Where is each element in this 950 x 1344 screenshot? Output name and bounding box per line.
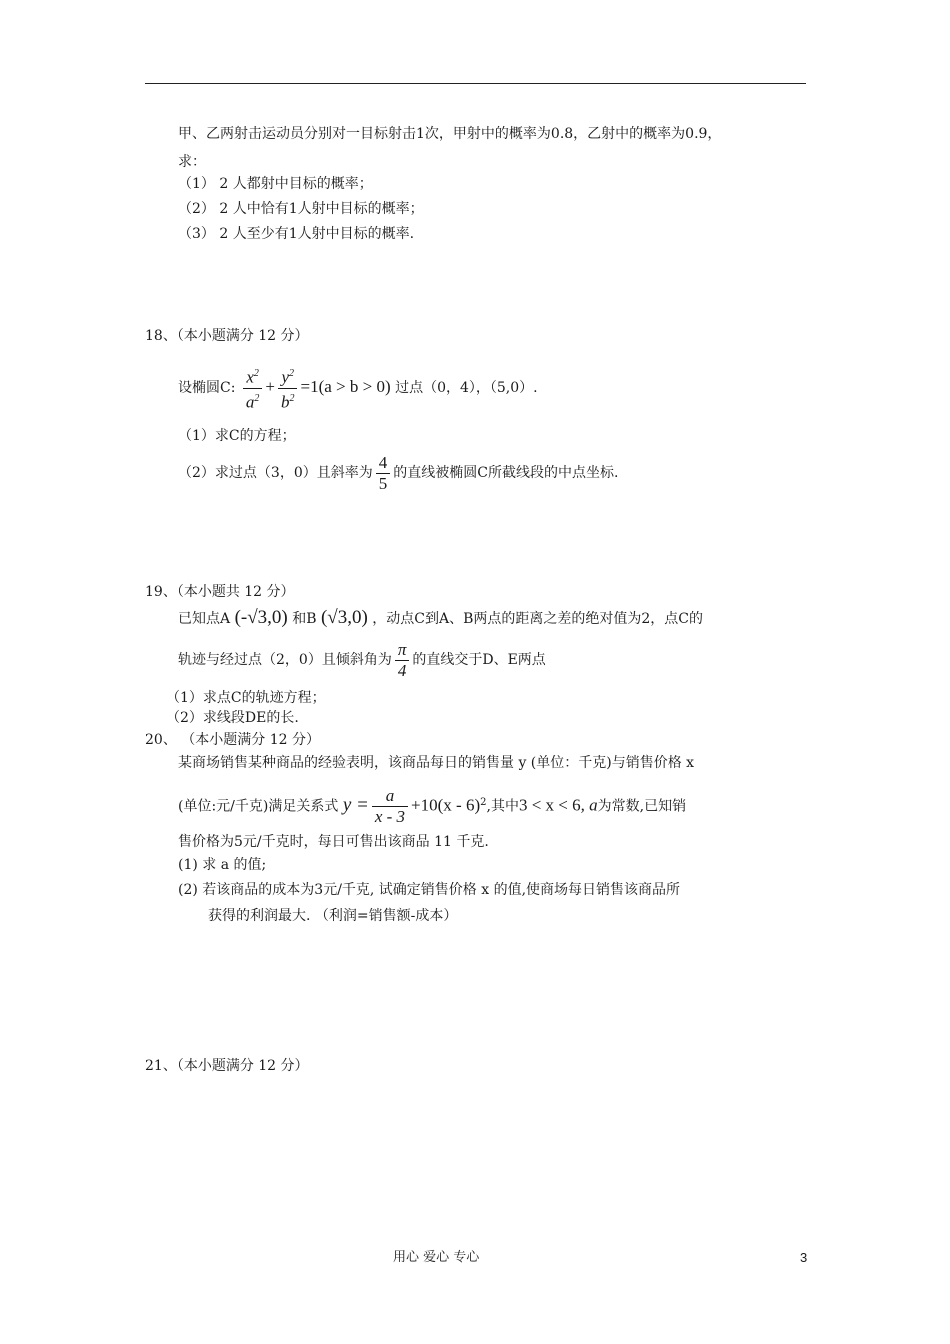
- q20-item1: (1) 求 a 的值;: [178, 857, 267, 873]
- q19-header: 19、（本小题共 12 分）: [145, 584, 295, 600]
- q18-item2-prefix: （2）求过点（3，0）且斜率为: [178, 465, 373, 481]
- q18-item1: （1）求C的方程；: [178, 428, 296, 444]
- q18-intro-prefix: 设椭圆C:: [178, 380, 236, 397]
- q17-line2: 求：: [178, 154, 206, 170]
- q19-line1-c: ，动点C到A、B两点的距离之差的绝对值为2，点C的: [372, 611, 703, 627]
- q18-item2: [178, 450, 618, 496]
- q20-line2-mid: ,其中: [486, 798, 519, 815]
- q20-line1: 某商场销售某种商品的经验表明，该商品每日的销售量 y (单位：千克)与销售价格 x: [178, 755, 695, 771]
- q20-line2-suffix: 为常数,已知销: [597, 798, 687, 815]
- footer-text: 用心 爱心 专心: [393, 1250, 480, 1265]
- q20-header: 20、 （本小题满分 12 分）: [145, 732, 320, 748]
- q19-line2: [178, 637, 546, 683]
- q18-frac-y: $\frac{y^2}{b^2}$: [278, 364, 298, 412]
- q19-line1-a: 已知点A: [178, 611, 231, 627]
- q20-formula-lhs: y =: [342, 794, 369, 816]
- q19-item2: （2）求线段DE的长.: [166, 710, 299, 726]
- header-rule: [145, 83, 806, 84]
- q17-item1: （1） 2 人都射中目标的概率；: [178, 176, 373, 192]
- q18-slope-den: 5: [378, 473, 388, 493]
- q17-item3: （3） 2 人至少有1人射中目标的概率.: [178, 226, 415, 242]
- q19-point-b: (√3,0): [320, 607, 368, 628]
- q18-slope-fraction: [376, 453, 391, 494]
- q20-line2: (单位:元/千克)满足关系式 y = $\frac{a}{x - 3}$ +10(x - 6)$^2$,其中3 < x < 6, a为常数,已知销: [178, 786, 687, 827]
- q19-item1: （1）求点C的轨迹方程；: [166, 690, 326, 706]
- q18-intro-suffix: 过点（0，4），（5,0）.: [395, 380, 538, 397]
- q19-line2-prefix: 轨迹与经过点（2，0）且倾斜角为: [178, 652, 392, 668]
- q20-item2: (2) 若该商品的成本为3元/千克, 试确定销售价格 x 的值,使商场每日销售该商品所: [178, 882, 681, 898]
- q20-fraction: [372, 786, 408, 827]
- q19-point-a: (-√3,0): [234, 607, 288, 628]
- q17-line1: 甲、乙两射击运动员分别对一目标射击1次，甲射中的概率为0.8，乙射中的概率为0.9，: [178, 126, 722, 142]
- q18-slope-num: 4: [376, 453, 391, 474]
- q21-header: 21、（本小题满分 12 分）: [145, 1058, 309, 1074]
- q19-line2-suffix: 的直线交于D、E两点: [412, 652, 546, 668]
- q19-angle-den: 4: [397, 660, 407, 680]
- q20-range: 3 < x < 6: [518, 795, 581, 815]
- q20-line2-prefix: (单位:元/千克)满足关系式: [178, 798, 339, 815]
- q17-item2: （2） 2 人中恰有1人射中目标的概率；: [178, 201, 424, 217]
- q20-formula-rhs: +10(x - 6): [411, 795, 481, 815]
- q19-line1: [178, 608, 703, 629]
- q18-intro: 设椭圆C: $\frac{x^2}{a^2}$ + $\frac{y^2}{b^2}$ =1(a > b > 0) 过点（0，4），（5,0）.: [178, 364, 538, 412]
- page-number: 3: [800, 1250, 808, 1265]
- q20-frac-num: a: [372, 786, 408, 807]
- q20-line3: 售价格为5元/千克时，每日可售出该商品 11 千克.: [178, 834, 489, 850]
- q18-header: 18、（本小题满分 12 分）: [145, 328, 309, 344]
- q19-angle-num: π: [395, 640, 410, 661]
- q20-item2-cont: 获得的利润最大. （利润=销售额-成本）: [208, 908, 458, 924]
- q19-line1-b: 和B: [292, 611, 317, 627]
- q18-item2-suffix: 的直线被椭圆C所截线段的中点坐标.: [393, 465, 619, 481]
- q18-equation-tail: =1(a > b > 0): [300, 377, 391, 397]
- q18-frac-x: $\frac{x^2}{a^2}$: [243, 364, 263, 412]
- q19-angle-fraction: [395, 640, 410, 681]
- q20-frac-den: x - 3: [374, 807, 406, 827]
